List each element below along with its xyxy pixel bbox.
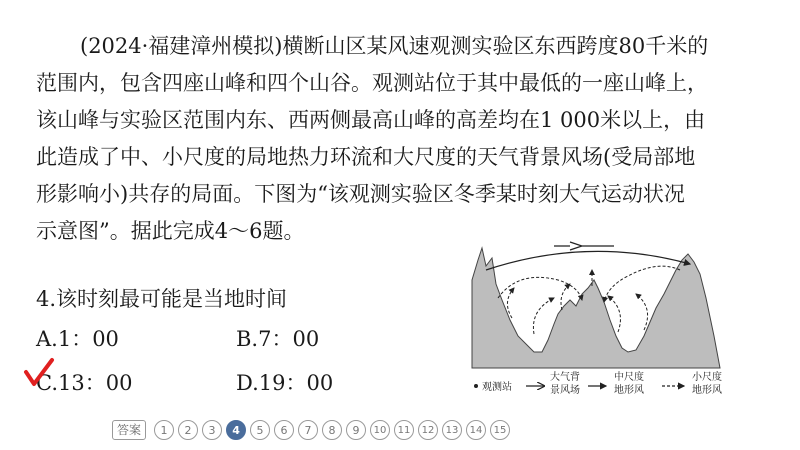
question-nav-12[interactable]: 12 [418,420,438,440]
option-c[interactable]: C.13：00 [36,371,133,395]
legend-station: 观测站 [482,382,512,393]
passage-line: 范围内，包含四座山峰和四个山谷。观测站位于其中最低的一座山峰上， [36,71,708,95]
question-nav-4-active[interactable]: 4 [226,420,246,440]
question-nav-2[interactable]: 2 [178,420,198,440]
answer-bar [112,418,510,442]
question-nav-10[interactable]: 10 [370,420,390,440]
answer-button[interactable]: 答案 [112,420,146,440]
option-a[interactable]: A.1：00 [36,327,119,351]
option-d[interactable]: D.19：00 [236,371,334,395]
terrain-profile [472,248,720,368]
passage-line: 该山峰与实验区范围内东、西两侧最高山峰的高差均在1 000米以上，由 [36,108,706,132]
atmospheric-circulation-diagram [458,240,758,400]
legend [474,370,722,396]
question-nav-14[interactable]: 14 [466,420,486,440]
question-nav-9[interactable]: 9 [346,420,366,440]
question-nav-8[interactable]: 8 [322,420,342,440]
option-b[interactable]: B.7：00 [236,327,320,351]
legend-meso-2: 地形风 [614,385,644,396]
legend-meso-1: 中尺度 [614,372,644,383]
legend-small-1: 小尺度 [692,372,722,383]
question-nav-1[interactable]: 1 [154,420,174,440]
question-nav-7[interactable]: 7 [298,420,318,440]
passage [36,28,776,250]
question-nav-3[interactable]: 3 [202,420,222,440]
question-nav-11[interactable]: 11 [394,420,414,440]
passage-line: 形影响小)共存的局面。下图为“该观测实验区冬季某时刻大气运动状况 [36,182,685,206]
correct-check-icon [22,356,56,390]
question-stem: 4.该时刻最可能是当地时间 [36,287,288,311]
passage-line: 此造成了中、小尺度的局地热力环流和大尺度的天气背景风场(受局部地 [36,145,696,169]
question-nav-6[interactable]: 6 [274,420,294,440]
legend-small-2: 地形风 [692,385,722,396]
legend-background-2: 景风场 [550,385,580,396]
question-nav-5[interactable]: 5 [250,420,270,440]
passage-line: (2024·福建漳州模拟)横断山区某风速观测实验区东西跨度80千米的 [80,34,709,58]
question-nav-13[interactable]: 13 [442,420,462,440]
legend-background-1: 大气背 [550,372,580,383]
question-nav-15[interactable]: 15 [490,420,510,440]
passage-line: 示意图”。据此完成4～6题。 [36,219,305,243]
